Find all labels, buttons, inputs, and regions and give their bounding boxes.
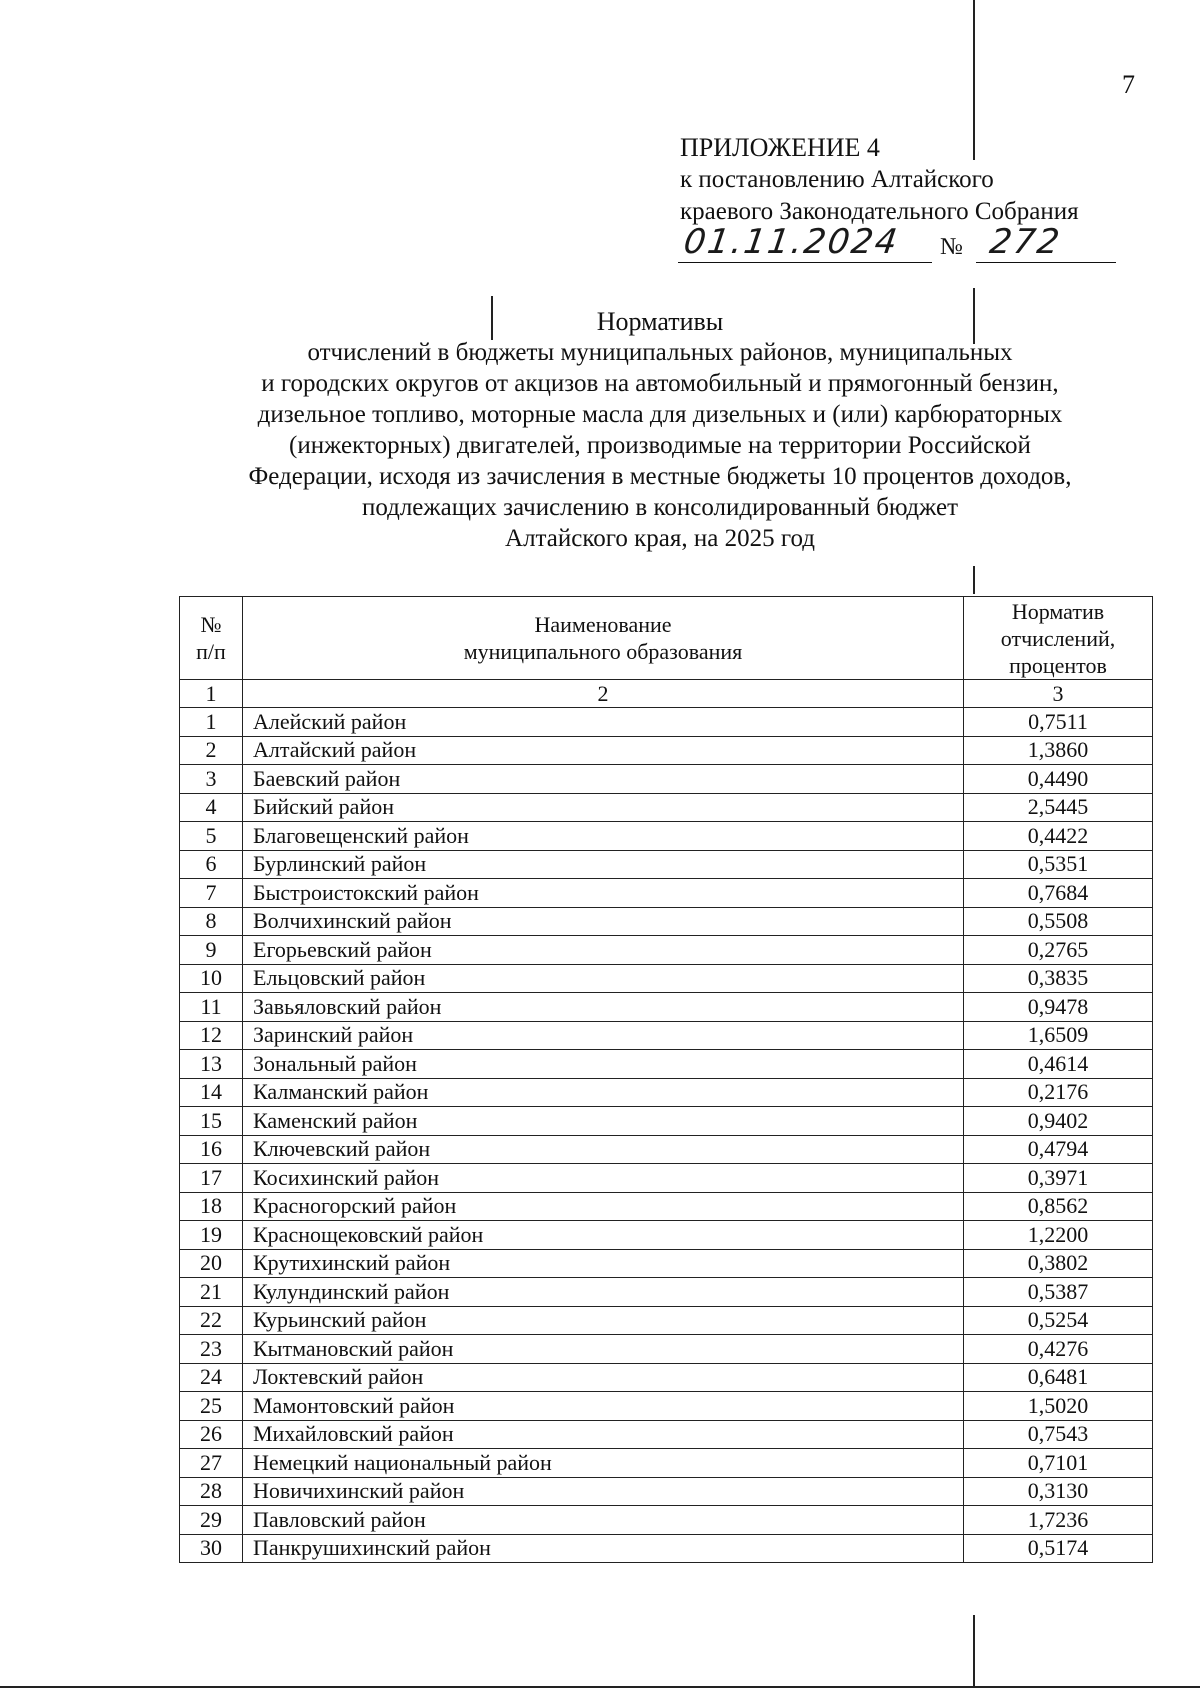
row-number: 29 — [180, 1506, 243, 1535]
row-name: Быстроистокский район — [243, 879, 964, 908]
appendix-block — [680, 132, 1150, 228]
row-name: Красногорский район — [243, 1192, 964, 1221]
table-row — [180, 1050, 1153, 1079]
row-value: 0,4614 — [964, 1050, 1153, 1079]
row-number: 17 — [180, 1164, 243, 1193]
row-number: 12 — [180, 1021, 243, 1050]
row-number: 23 — [180, 1335, 243, 1364]
row-value: 0,5387 — [964, 1278, 1153, 1307]
row-number: 27 — [180, 1449, 243, 1478]
row-name: Косихинский район — [243, 1164, 964, 1193]
row-name: Баевский район — [243, 765, 964, 794]
row-name: Кытмановский район — [243, 1335, 964, 1364]
norms-table — [179, 596, 1153, 1563]
row-number: 9 — [180, 936, 243, 965]
row-value: 0,6481 — [964, 1363, 1153, 1392]
table-row — [180, 708, 1153, 737]
row-name: Зональный район — [243, 1050, 964, 1079]
table-row — [180, 1249, 1153, 1278]
row-value: 0,3971 — [964, 1164, 1153, 1193]
row-name: Локтевский район — [243, 1363, 964, 1392]
table-body — [180, 708, 1153, 1563]
title-line: и городских округов от акцизов на автомобильный и прямогонный бензин, — [261, 370, 1059, 397]
row-value: 1,6509 — [964, 1021, 1153, 1050]
number-field — [976, 222, 1116, 263]
row-number: 10 — [180, 964, 243, 993]
row-name: Курьинский район — [243, 1306, 964, 1335]
row-value: 0,7543 — [964, 1420, 1153, 1449]
title-line: подлежащих зачислению в консолидированный бюджет — [361, 494, 959, 521]
row-name: Павловский район — [243, 1506, 964, 1535]
row-number: 4 — [180, 793, 243, 822]
row-value: 1,3860 — [964, 736, 1153, 765]
page-number: 7 — [1122, 70, 1135, 99]
handwritten-date: 01.11.2024 — [681, 222, 902, 262]
row-name: Михайловский район — [243, 1420, 964, 1449]
row-name: Волчихинский район — [243, 907, 964, 936]
row-number: 26 — [180, 1420, 243, 1449]
table-row — [180, 1021, 1153, 1050]
table-row — [180, 936, 1153, 965]
row-number: 25 — [180, 1392, 243, 1421]
header-value-line-1: Норматив — [1011, 598, 1105, 624]
header-name — [243, 597, 964, 680]
row-value: 0,4794 — [964, 1135, 1153, 1164]
row-number: 21 — [180, 1278, 243, 1307]
row-value: 0,3835 — [964, 964, 1153, 993]
row-number: 7 — [180, 879, 243, 908]
row-number: 28 — [180, 1477, 243, 1506]
row-name: Ельцовский район — [243, 964, 964, 993]
row-value: 2,5445 — [964, 793, 1153, 822]
row-name: Бийский район — [243, 793, 964, 822]
row-name: Заринский район — [243, 1021, 964, 1050]
index-cell: 2 — [243, 680, 964, 708]
document-title — [160, 306, 1160, 554]
number-sign: № — [940, 234, 963, 260]
row-number: 11 — [180, 993, 243, 1022]
row-value: 0,7101 — [964, 1449, 1153, 1478]
row-number: 14 — [180, 1078, 243, 1107]
index-cell: 3 — [964, 680, 1153, 708]
table-row — [180, 1534, 1153, 1563]
row-name: Каменский район — [243, 1107, 964, 1136]
row-value: 0,5254 — [964, 1306, 1153, 1335]
table-row — [180, 793, 1153, 822]
row-name: Кулундинский район — [243, 1278, 964, 1307]
table-row — [180, 850, 1153, 879]
row-number: 5 — [180, 822, 243, 851]
appendix-heading: ПРИЛОЖЕНИЕ 4 — [680, 133, 880, 162]
table-row — [180, 1363, 1153, 1392]
row-name: Алтайский район — [243, 736, 964, 765]
table-row — [180, 736, 1153, 765]
table-row — [180, 1107, 1153, 1136]
row-value: 0,2176 — [964, 1078, 1153, 1107]
table-row — [180, 1449, 1153, 1478]
title-line: Алтайского края, на 2025 год — [505, 525, 815, 552]
row-name: Благовещенский район — [243, 822, 964, 851]
row-name: Панкрушихинский район — [243, 1534, 964, 1563]
table-row — [180, 879, 1153, 908]
table-index-row — [180, 680, 1153, 708]
header-name-line-2: муниципального образования — [463, 639, 743, 664]
row-number: 24 — [180, 1363, 243, 1392]
appendix-line-1: к постановлению Алтайского — [680, 166, 994, 193]
row-name: Ключевский район — [243, 1135, 964, 1164]
row-number: 15 — [180, 1107, 243, 1136]
table-row — [180, 907, 1153, 936]
row-value: 0,4490 — [964, 765, 1153, 794]
row-name: Крутихинский район — [243, 1249, 964, 1278]
header-number-line-1: № — [200, 612, 222, 637]
header-value-line-2: отчислений, — [1000, 625, 1116, 651]
row-value: 0,3802 — [964, 1249, 1153, 1278]
table-row — [180, 993, 1153, 1022]
row-value: 0,7684 — [964, 879, 1153, 908]
row-value: 1,2200 — [964, 1221, 1153, 1250]
row-value: 0,8562 — [964, 1192, 1153, 1221]
table-row — [180, 1420, 1153, 1449]
bottom-rule — [0, 1686, 1200, 1688]
appendix-line-2: краевого Законодательного Собрания — [680, 198, 1079, 225]
title-line: дизельное топливо, моторные масла для дизельных и (или) карбюраторных — [257, 401, 1063, 428]
title-line: (инжекторных) двигателей, производимые на территории Российской — [289, 432, 1031, 459]
table-row — [180, 1078, 1153, 1107]
table-row — [180, 1192, 1153, 1221]
row-number: 6 — [180, 850, 243, 879]
row-number: 16 — [180, 1135, 243, 1164]
index-cell: 1 — [180, 680, 243, 708]
row-name: Завьяловский район — [243, 993, 964, 1022]
row-name: Мамонтовский район — [243, 1392, 964, 1421]
title-main: Нормативы — [596, 307, 724, 336]
row-number: 22 — [180, 1306, 243, 1335]
row-name: Бурлинский район — [243, 850, 964, 879]
row-number: 2 — [180, 736, 243, 765]
header-number-line-2: п/п — [196, 639, 226, 664]
row-number: 19 — [180, 1221, 243, 1250]
row-value: 1,5020 — [964, 1392, 1153, 1421]
table-row — [180, 1278, 1153, 1307]
table-row — [180, 1477, 1153, 1506]
row-value: 0,7511 — [964, 708, 1153, 737]
row-name: Егорьевский район — [243, 936, 964, 965]
date-field — [678, 222, 932, 263]
row-value: 1,7236 — [964, 1506, 1153, 1535]
title-line: Федерации, исходя из зачисления в местные бюджеты 10 процентов доходов, — [248, 463, 1072, 490]
row-value: 0,5508 — [964, 907, 1153, 936]
table-header-row — [180, 597, 1153, 680]
row-value: 0,2765 — [964, 936, 1153, 965]
table-row — [180, 1392, 1153, 1421]
header-value-line-3: процентов — [1009, 652, 1107, 678]
header-number — [180, 597, 243, 680]
scan-line-bottom — [973, 1615, 975, 1687]
row-number: 30 — [180, 1534, 243, 1563]
row-value: 0,4276 — [964, 1335, 1153, 1364]
handwritten-number: 272 — [987, 222, 1064, 262]
table-row — [180, 1335, 1153, 1364]
row-name: Немецкий национальный район — [243, 1449, 964, 1478]
row-value: 0,9478 — [964, 993, 1153, 1022]
row-number: 1 — [180, 708, 243, 737]
table-row — [180, 1135, 1153, 1164]
row-value: 0,5351 — [964, 850, 1153, 879]
row-number: 8 — [180, 907, 243, 936]
table-row — [180, 1506, 1153, 1535]
date-number-row — [678, 222, 1118, 264]
row-value: 0,5174 — [964, 1534, 1153, 1563]
row-name: Калманский район — [243, 1078, 964, 1107]
table-row — [180, 1164, 1153, 1193]
scan-line-mid — [973, 566, 975, 594]
title-line: отчислений в бюджеты муниципальных районов, муниципальных — [307, 339, 1013, 366]
row-number: 13 — [180, 1050, 243, 1079]
table-row — [180, 1221, 1153, 1250]
row-name: Краснощековский район — [243, 1221, 964, 1250]
header-name-line-1: Наименование — [534, 612, 672, 637]
row-value: 0,4422 — [964, 822, 1153, 851]
table-row — [180, 964, 1153, 993]
row-value: 0,3130 — [964, 1477, 1153, 1506]
row-name: Новичихинский район — [243, 1477, 964, 1506]
row-value: 0,9402 — [964, 1107, 1153, 1136]
table-row — [180, 765, 1153, 794]
table-row — [180, 822, 1153, 851]
table-row — [180, 1306, 1153, 1335]
row-number: 3 — [180, 765, 243, 794]
row-number: 20 — [180, 1249, 243, 1278]
row-number: 18 — [180, 1192, 243, 1221]
header-value — [964, 597, 1153, 680]
row-name: Алейский район — [243, 708, 964, 737]
